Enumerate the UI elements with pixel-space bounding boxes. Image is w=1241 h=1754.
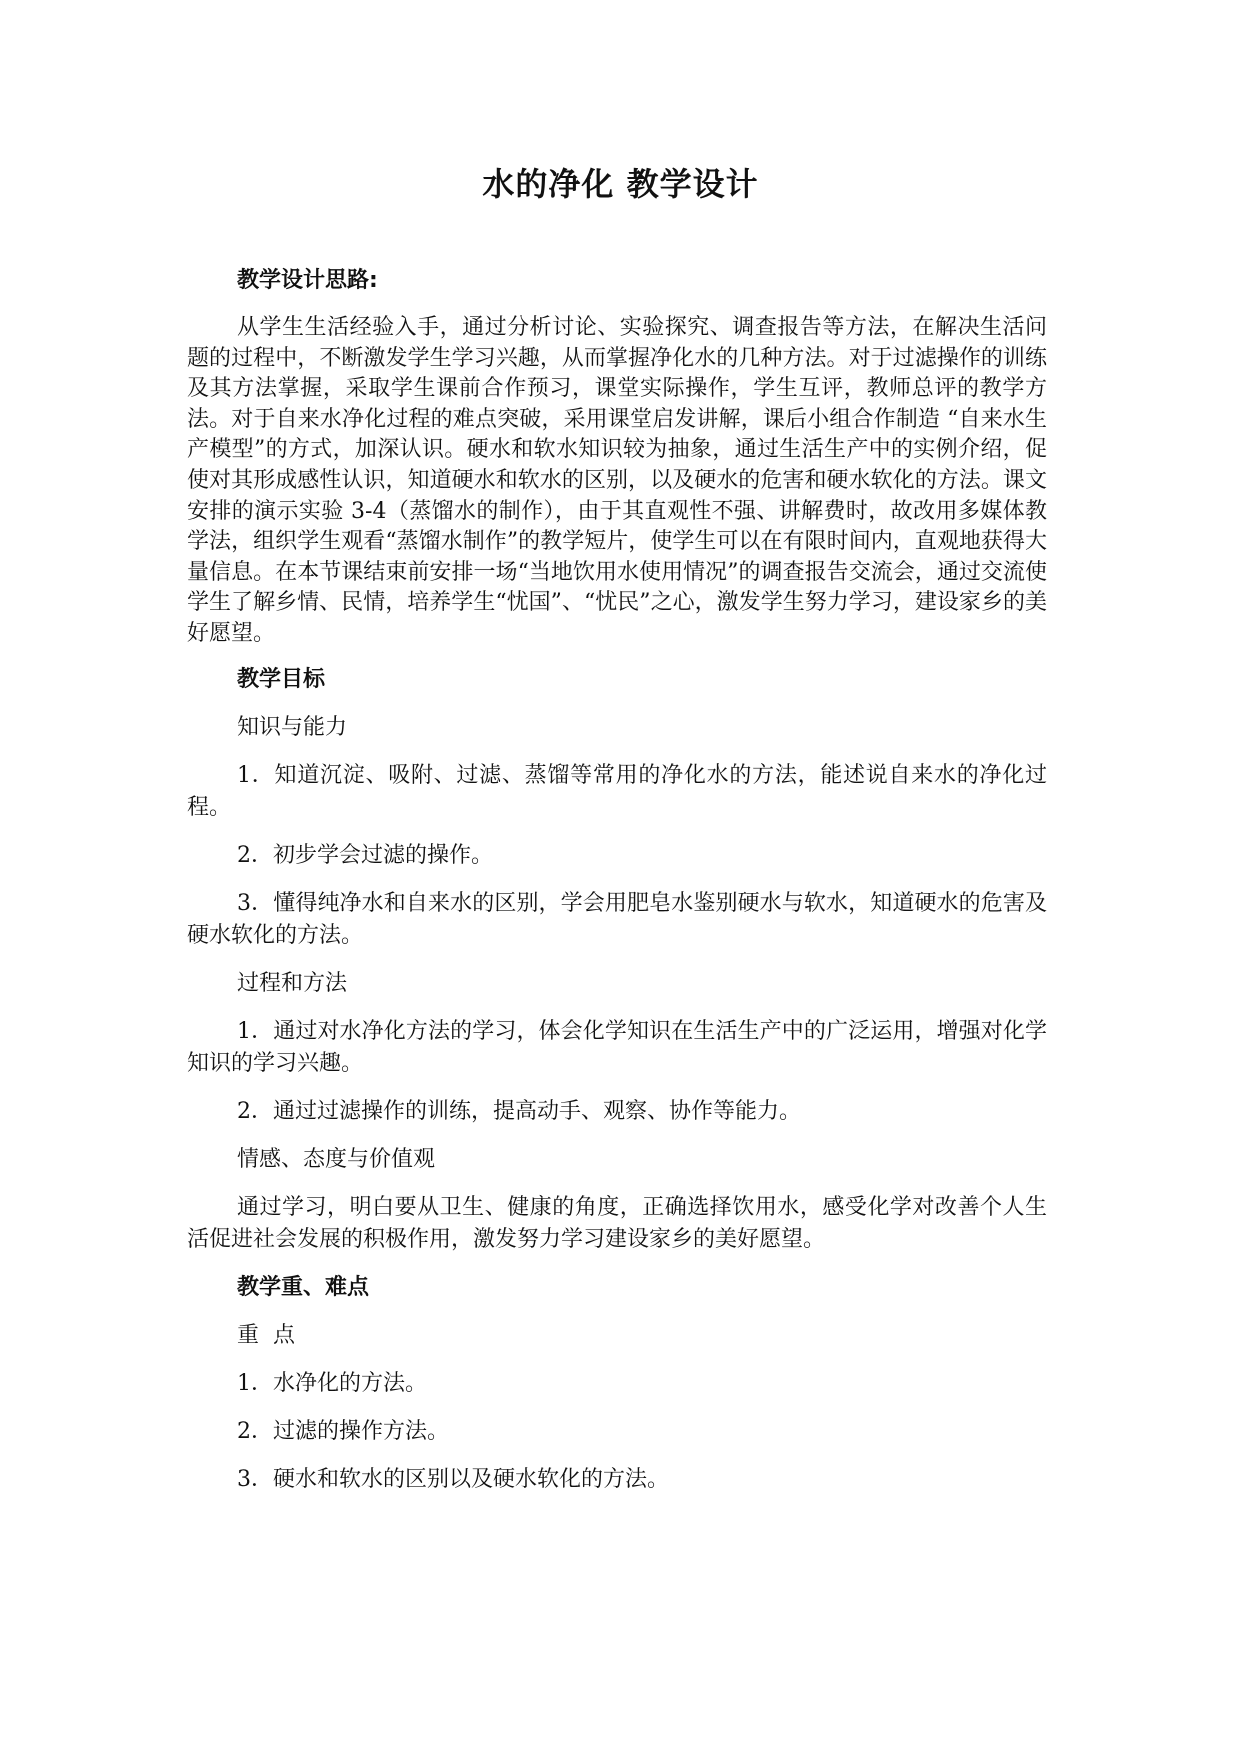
knowledge-item-3: 3．懂得纯净水和自来水的区别，学会用肥皂水鉴别硬水与软水，知道硬水的危害及硬水软化的方法。: [187, 890, 1047, 948]
process-item-1: 1．通过对水净化方法的学习，体会化学知识在生活生产中的广泛运用，增强对化学知识的学习兴趣。: [187, 1018, 1047, 1076]
document-body: [187, 265, 1047, 1512]
key-item-1: 1．水净化的方法。: [237, 1370, 427, 1396]
key-points-heading: 教学重、难点: [237, 1274, 370, 1300]
knowledge-subheading: 知识与能力: [237, 714, 348, 740]
knowledge-item-2: 2．初步学会过滤的操作。: [237, 842, 493, 868]
process-item-2: 2．通过过滤操作的训练，提高动手、观察、协作等能力。: [237, 1098, 801, 1124]
process-subheading: 过程和方法: [237, 970, 348, 996]
knowledge-item-1: 1．知道沉淀、吸附、过滤、蒸馏等常用的净化水的方法，能述说自来水的净化过程。: [187, 762, 1047, 820]
design-heading: 教学设计思路:: [237, 268, 378, 293]
key-points-subheading: 重 点: [237, 1322, 295, 1348]
key-item-3: 3．硬水和软水的区别以及硬水软化的方法。: [237, 1466, 669, 1492]
goals-heading: 教学目标: [237, 666, 326, 692]
page-title: 水的净化 教学设计: [482, 165, 759, 203]
key-item-2: 2．过滤的操作方法。: [237, 1418, 449, 1444]
emotion-paragraph: 通过学习，明白要从卫生、健康的角度，正确选择饮用水，感受化学对改善个人生活促进社会发展的积极作用，激发努力学习建设家乡的美好愿望。: [187, 1194, 1047, 1252]
design-paragraph: 从学生生活经验入手，通过分析讨论、实验探究、调查报告等方法，在解决生活问题的过程中，不断激发学生学习兴趣，从而掌握净化水的几种方法。对于过滤操作的训练及其方法掌握，采取学生课前合作预习，课堂实际操作，学生互评，教师总评的教学方法。对于自来水净化过程的难点突破，采用课堂启发讲解，课后小组合作制造 “自来水生产模型”的方式，加深认识。硬水和软水知识较为抽象，通过生活生产中的实例介绍，促使对其形成感性认识，知道硬水和软水的区别，以及硬水的危害和硬水软化的方法。课文安排的演示实验 3-4（蒸馏水的制作），由于其直观性不强、讲解费时，故改用多媒体教学法，组织学生观看“蒸馏水制作”的教学短片，使学生可以在有限时间内，直观地获得大量信息。在本节课结束前安排一场“当地饮用水使用情况”的调查报告交流会，通过交流使学生了解乡情、民情，培养学生“忧国”、“忧民”之心，激发学生努力学习，建设家乡的美好愿望。: [187, 315, 1047, 646]
emotion-subheading: 情感、态度与价值观: [237, 1146, 436, 1172]
